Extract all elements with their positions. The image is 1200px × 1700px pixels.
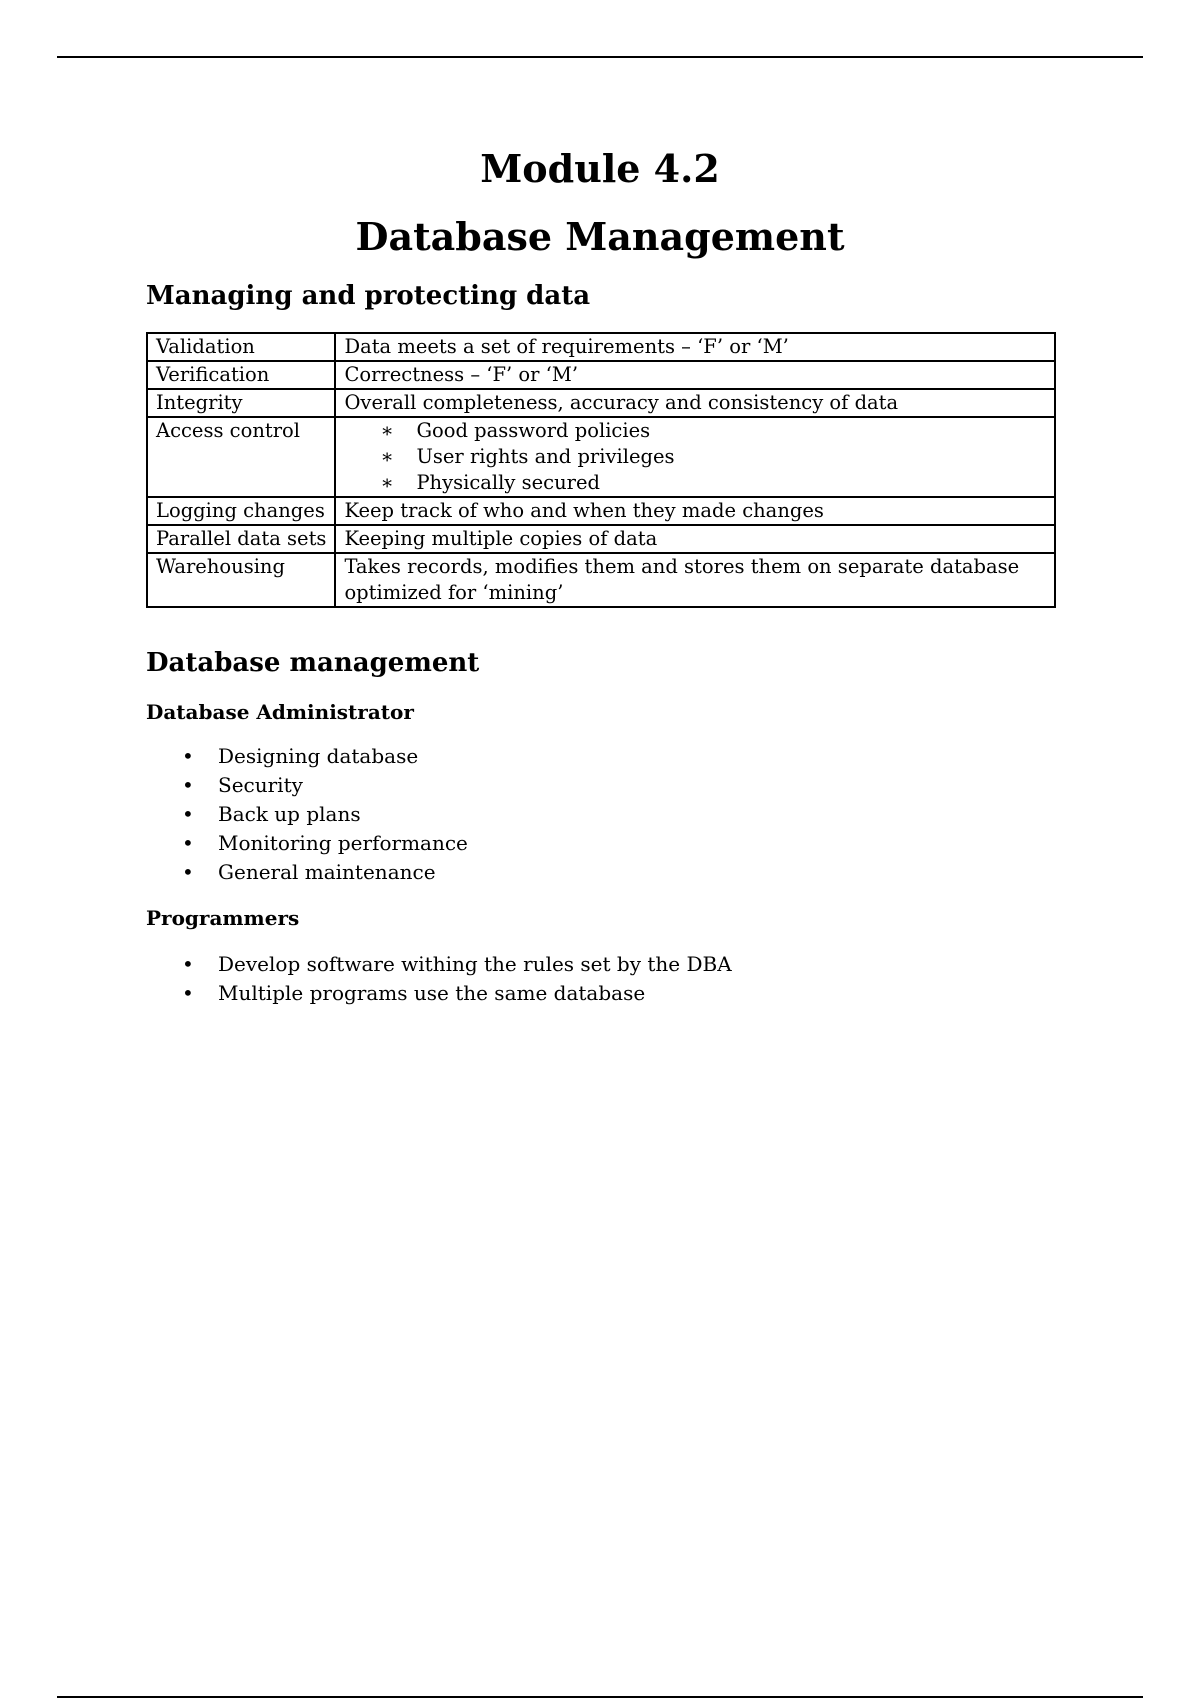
table-term: Verification — [147, 361, 335, 389]
top-rule — [57, 56, 1143, 58]
subheading-programmers: Programmers — [146, 906, 300, 930]
table-row — [147, 497, 1055, 525]
data-protection-table — [146, 332, 1056, 608]
list-item: • Develop software withing the rules set by the DBA — [146, 950, 732, 979]
section-heading-managing: Managing and protecting data — [146, 281, 591, 311]
table-row — [147, 417, 1055, 497]
list-item: • Designing database — [146, 742, 468, 771]
list-item: • Monitoring performance — [146, 829, 468, 858]
table-desc — [335, 417, 1055, 497]
table-row — [147, 525, 1055, 553]
list-item: • General maintenance — [146, 858, 468, 887]
table-row — [147, 333, 1055, 361]
table-desc: Correctness – ‘F’ or ‘M’ — [335, 361, 1055, 389]
list-item: ∗ Physically secured — [380, 471, 600, 494]
list-item: • Multiple programs use the same database — [146, 979, 732, 1008]
programmers-list — [146, 950, 732, 1008]
dba-list — [146, 742, 468, 887]
subheading-dba: Database Administrator — [146, 700, 414, 724]
bottom-rule — [57, 1696, 1143, 1698]
access-control-list — [344, 418, 1046, 496]
list-item: • Back up plans — [146, 800, 468, 829]
asterisk-icon: ∗ — [380, 471, 394, 494]
page-subtitle: Database Management — [355, 214, 845, 259]
asterisk-icon: ∗ — [380, 419, 394, 442]
table-desc: Keeping multiple copies of data — [335, 525, 1055, 553]
table-desc: Keep track of who and when they made changes — [335, 497, 1055, 525]
table-term: Validation — [147, 333, 335, 361]
table-desc: Data meets a set of requirements – ‘F’ or ‘M’ — [335, 333, 1055, 361]
table-desc: Takes records, modifies them and stores them on separate database optimized for ‘mining’ — [335, 553, 1055, 607]
page-title: Module 4.2 — [480, 146, 720, 191]
table-term: Parallel data sets — [147, 525, 335, 553]
table-row — [147, 361, 1055, 389]
list-item: ∗ Good password policies — [380, 419, 651, 442]
table-term: Access control — [147, 417, 335, 497]
table-row — [147, 389, 1055, 417]
table-term: Logging changes — [147, 497, 335, 525]
table-desc: Overall completeness, accuracy and consistency of data — [335, 389, 1055, 417]
list-item: ∗ User rights and privileges — [380, 445, 675, 468]
list-item: • Security — [146, 771, 468, 800]
section-heading-database-management: Database management — [146, 648, 480, 678]
table-term: Integrity — [147, 389, 335, 417]
table-row — [147, 553, 1055, 607]
table-term: Warehousing — [147, 553, 335, 607]
asterisk-icon: ∗ — [380, 445, 394, 468]
